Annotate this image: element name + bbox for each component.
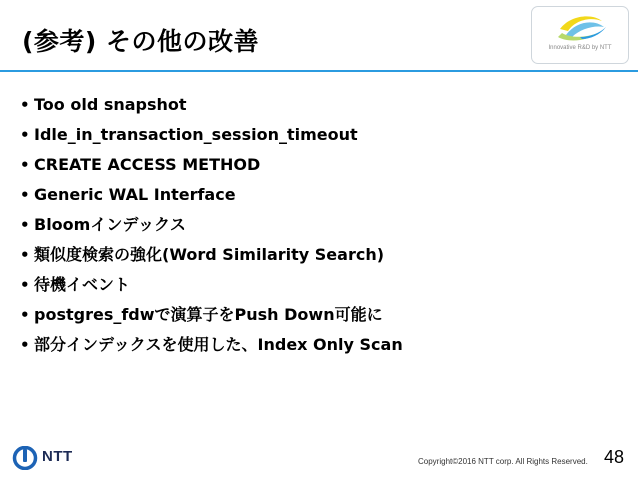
ntt-logo — [12, 446, 92, 470]
title-divider — [0, 70, 638, 72]
bullet-text: 待機イベント — [34, 275, 131, 294]
bullet-item — [20, 330, 403, 360]
bullet-text: Bloomインデックス — [34, 215, 186, 234]
rnd-swoosh-icon — [532, 7, 628, 63]
innovative-rnd-logo — [531, 6, 629, 64]
ntt-emblem-icon — [12, 446, 38, 470]
bullet-text: Generic WAL Interface — [34, 185, 236, 204]
slide-title: (参考) その他の改善 — [22, 27, 260, 56]
bullet-marker: • — [20, 246, 30, 264]
bullet-item — [20, 210, 403, 240]
bullet-item — [20, 180, 403, 210]
bullet-item — [20, 90, 403, 120]
logo-caption: Innovative R&D by NTT — [548, 45, 612, 51]
bullet-text: CREATE ACCESS METHOD — [34, 155, 261, 174]
bullet-marker: • — [20, 276, 30, 294]
bullet-marker: • — [20, 336, 30, 354]
bullet-list — [20, 90, 403, 360]
bullet-item — [20, 300, 403, 330]
page-number: 48 — [604, 447, 625, 467]
bullet-marker: • — [20, 216, 30, 234]
ntt-logo-text: NTT — [42, 448, 73, 465]
bullet-text: postgres_fdwで演算子をPush Down可能に — [34, 305, 383, 324]
bullet-text: Too old snapshot — [34, 95, 187, 114]
bullet-marker: • — [20, 186, 30, 204]
bullet-item — [20, 270, 403, 300]
bullet-item — [20, 150, 403, 180]
bullet-item — [20, 120, 403, 150]
bullet-marker: • — [20, 306, 30, 324]
bullet-item — [20, 240, 403, 270]
bullet-text: 部分インデックスを使用した、Index Only Scan — [34, 335, 403, 354]
bullet-text: 類似度検索の強化(Word Similarity Search) — [34, 245, 385, 264]
copyright-text: Copyright©2016 NTT corp. All Rights Reserved. — [418, 457, 588, 466]
bullet-marker: • — [20, 156, 30, 174]
bullet-marker: • — [20, 96, 30, 114]
bullet-marker: • — [20, 126, 30, 144]
bullet-text: Idle_in_transaction_session_timeout — [34, 125, 358, 144]
